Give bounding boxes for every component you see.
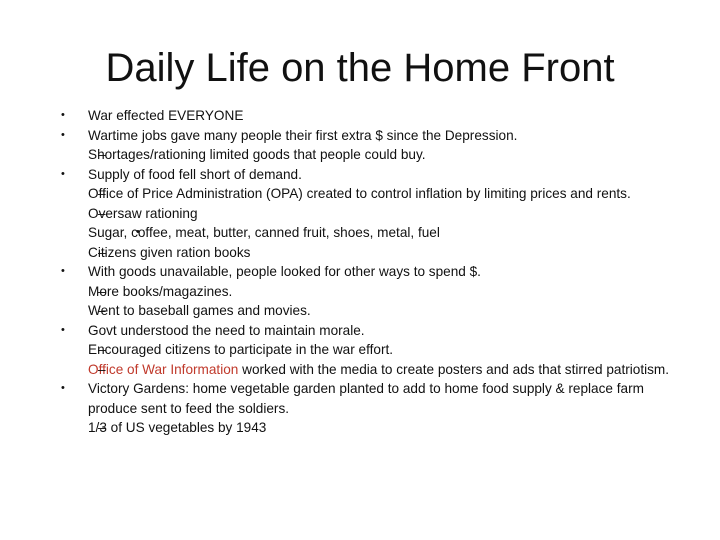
sub-bullet-item	[88, 282, 678, 302]
bullet-text: Went to baseball games and movies.	[88, 303, 311, 318]
bullet-item	[88, 106, 678, 126]
bullet-item	[88, 379, 678, 418]
bullet-text: With goods unavailable, people looked for other ways to spend $.	[88, 264, 481, 279]
bullet-text: Citizens given ration books	[88, 244, 251, 260]
bullet-text: More books/magazines.	[88, 283, 233, 299]
bullet-text: Sugar, coffee, meat, butter, canned fruit, shoes, metal, fuel	[88, 225, 440, 240]
bullet-text: worked with the media to create posters and ads that stirred patriotism.	[238, 361, 670, 377]
bullet-text: Encouraged citizens to participate in the war effort.	[88, 342, 394, 357]
bullet-text: Office of Price Administration (OPA) created to control inflation by limiting prices and rents.	[88, 186, 631, 201]
bullet-item	[88, 165, 678, 185]
bullet-text: 1/3 of US vegetables by 1943	[88, 420, 267, 435]
sub-bullet-item	[88, 184, 678, 204]
sub-bullet-item	[88, 243, 678, 263]
sub-sub-bullet-item	[88, 223, 678, 243]
bullet-text: Supply of food fell short of demand.	[88, 166, 302, 182]
bullet-text: Victory Gardens: home vegetable garden planted to add to home food supply & replace farm produce sent to feed the soldiers.	[88, 381, 644, 416]
sub-bullet-item	[88, 301, 678, 321]
bullet-text: Govt understood the need to maintain morale.	[88, 322, 365, 338]
sub-bullet-item	[88, 340, 678, 360]
bullet-text: Shortages/rationing limited goods that people could buy.	[88, 147, 426, 162]
sub-bullet-item	[88, 360, 678, 380]
bullet-item	[88, 262, 678, 282]
bullet-list	[88, 106, 678, 438]
highlighted-text: Office of War Information	[88, 361, 239, 377]
slide-title: Daily Life on the Home Front	[105, 46, 615, 90]
sub-bullet-item	[88, 204, 678, 224]
sub-bullet-item	[88, 145, 678, 165]
bullet-text: Wartime jobs gave many people their first extra $ since the Depression.	[88, 127, 518, 143]
bullet-text: War effected EVERYONE	[88, 108, 244, 123]
sub-bullet-item	[88, 418, 678, 438]
bullet-item	[88, 126, 678, 146]
bullet-text: Oversaw rationing	[88, 205, 198, 221]
bullet-item	[88, 321, 678, 341]
